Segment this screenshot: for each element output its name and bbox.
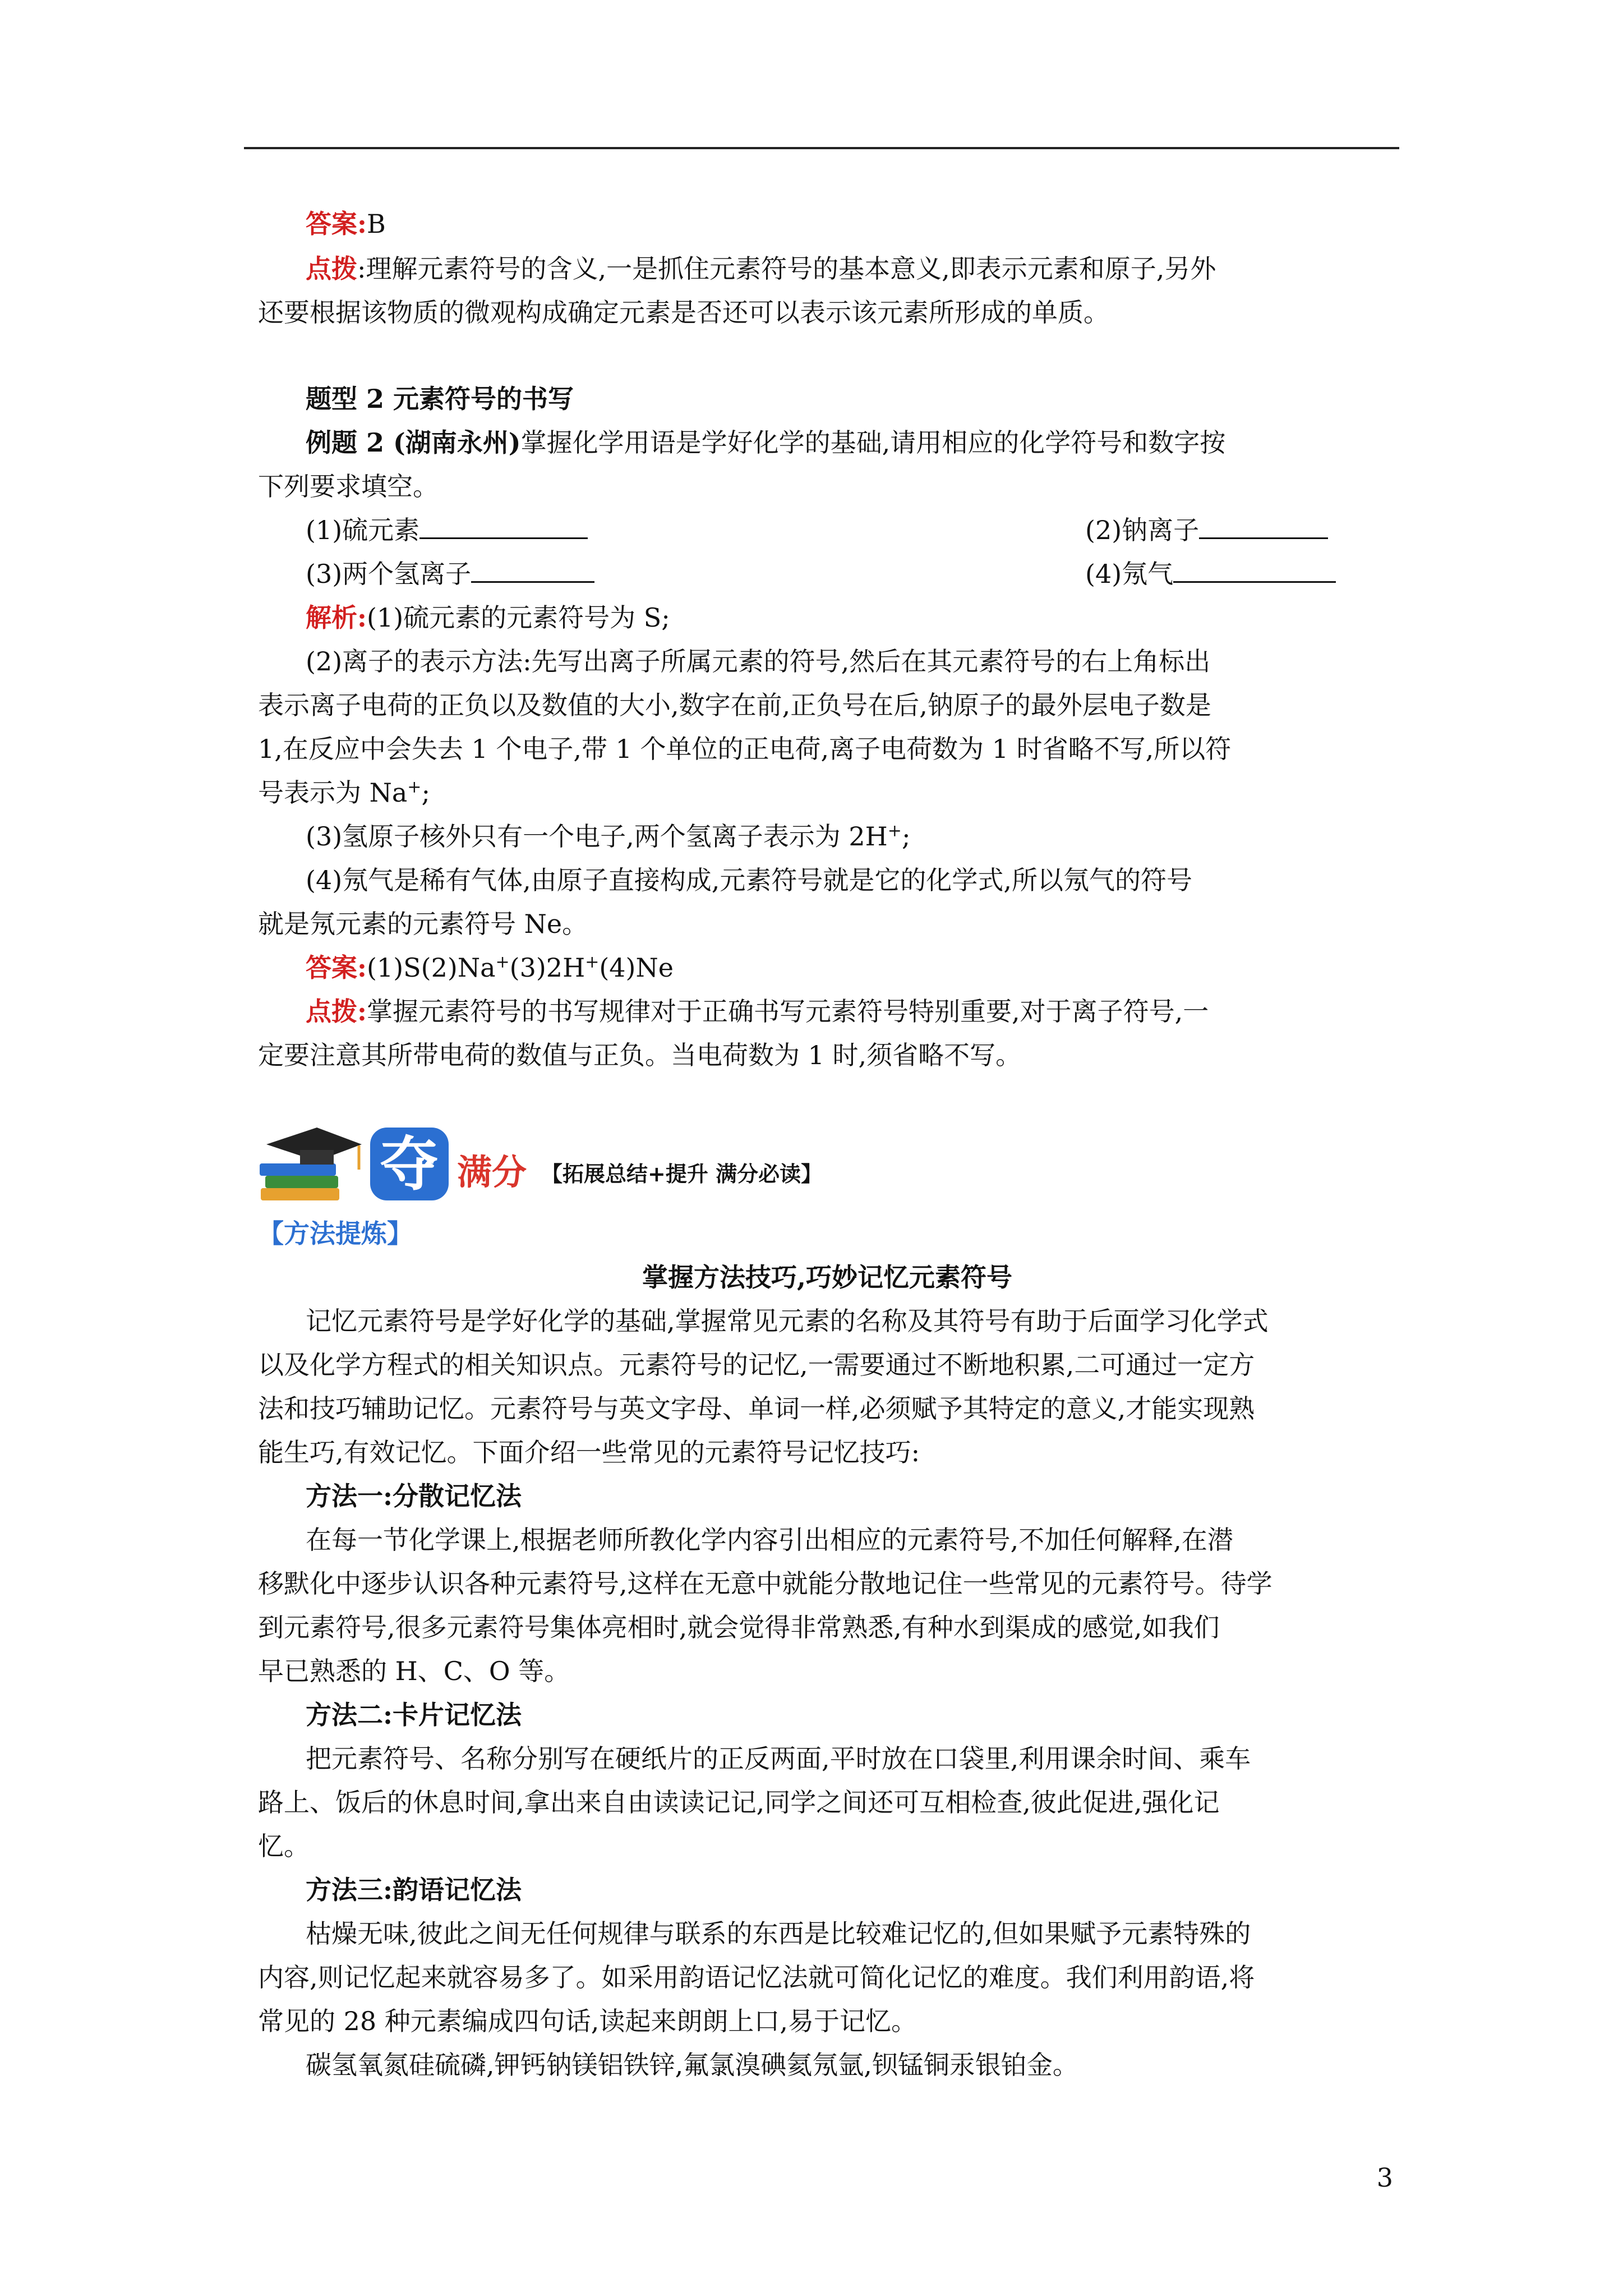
charge-sup: + [585,952,600,972]
tip-label: 点拨: [306,996,367,1027]
blank-1 [419,515,588,539]
page-number: 3 [1376,2162,1393,2193]
method-2-title: 方法二:卡片记忆法 [306,1700,522,1730]
blank-2 [1199,515,1328,539]
tip-text: 掌握元素符号的书写规律对于正确书写元素符号特别重要,对于离子符号,一 [366,996,1209,1027]
analysis-text: (1)硫元素的元素符号为 S; [366,602,670,633]
charge-sup: + [495,952,510,972]
method-2-line: 忆。 [258,1831,310,1861]
answer-text: (3)2H [509,953,585,983]
analysis-text: (3)氢原子核外只有一个电子,两个氢离子表示为 2H [306,821,888,852]
tip-text: :理解元素符号的含义,一是抓住元素符号的基本意义,即表示元素和原子,另外 [357,254,1216,284]
method-3-line: 枯燥无味,彼此之间无任何规律与联系的东西是比较难记忆的,但如果赋予元素特殊的 [306,1918,1251,1949]
analysis-line-5 [258,771,1396,815]
method-title: 掌握方法技巧,巧妙记忆元素符号 [642,1262,1012,1292]
method-1-line: 到元素符号,很多元素符号集体亮相时,就会觉得非常熟悉,有种水到渠成的感觉,如我们 [258,1612,1220,1642]
charge-sup: + [887,821,902,841]
analysis-text: ; [421,777,430,808]
analysis-line-1 [306,596,1444,639]
banner-subtitle: 【拓展总结+提升 满分必读】 [541,1162,823,1186]
answer2-line [306,946,1444,990]
intro-line: 记忆元素符号是学好化学的基础,掌握常见元素的名称及其符号有助于后面学习化学式 [306,1306,1269,1336]
banner-word: 满分 [457,1152,527,1193]
answer-text: (4)Ne [599,953,674,983]
banner-char: 夺 [370,1128,449,1200]
tip2-text-cont: 定要注意其所带电荷的数值与正负。当电荷数为 1 时,须省略不写。 [258,1040,1022,1070]
blank-4 [1173,559,1336,583]
tip-line [306,247,1444,291]
method-1-line: 移默化中逐步认识各种元素符号,这样在无意中就能分散地记住一些常见的元素符号。待学 [258,1568,1272,1599]
method-1-title: 方法一:分散记忆法 [306,1481,522,1511]
question-row-2 [306,552,1444,596]
section-title: 题型 2 元素符号的书写 [306,384,574,414]
analysis-line-6 [306,815,1444,858]
analysis-label: 解析: [306,602,367,633]
question-1: (1)硫元素 [306,515,420,545]
method-2-line: 路上、饭后的休息时间,拿出来自由读读记记,同学之间还可互相检查,彼此促进,强化记 [258,1787,1220,1818]
method-2-line: 把元素符号、名称分别写在硬纸片的正反两面,平时放在口袋里,利用课余时间、乘车 [306,1743,1251,1774]
analysis-line-4: 1,在反应中会失去 1 个电子,带 1 个单位的正电荷,离子电荷数为 1 时省略不写,所以符 [258,734,1232,764]
analysis-text: ; [901,821,911,852]
method-3-title: 方法三:韵语记忆法 [306,1875,522,1905]
example-text: 掌握化学用语是学好化学的基础,请用相应的化学符号和数字按 [520,427,1226,458]
question-2-wrap [1085,508,1328,552]
analysis-line-2: (2)离子的表示方法:先写出离子所属元素的符号,然后在其元素符号的右上角标出 [306,646,1211,677]
analysis-line-3: 表示离子电荷的正负以及数值的大小,数字在前,正负号在后,钠原子的最外层电子数是 [258,690,1211,720]
example-label: 例题 2 (湖南永州) [306,427,521,458]
answer-label: 答案: [306,209,367,239]
tip-label: 点拨 [306,254,357,284]
answer-label: 答案: [306,953,367,983]
blank-3 [471,559,594,583]
intro-line: 以及化学方程式的相关知识点。元素符号的记忆,一需要通过不断地积累,二可通过一定方 [258,1350,1255,1380]
question-3: (3)两个氢离子 [306,559,472,589]
method-3-line: 常见的 28 种元素编成四句话,读起来朗朗上口,易于记忆。 [258,2006,917,2036]
intro-line: 法和技巧辅助记忆。元素符号与英文字母、单词一样,必须赋予其特定的意义,才能实现熟 [258,1393,1255,1424]
analysis-line-8: 就是氖元素的元素符号 Ne。 [258,909,588,939]
answer-text: (1)S(2)Na [366,953,496,983]
method-1-line: 早已熟悉的 H、C、O 等。 [258,1656,570,1686]
intro-line: 能生巧,有效记忆。下面介绍一些常见的元素符号记忆技巧: [258,1437,920,1467]
question-4: (4)氖气 [1085,559,1174,589]
example-line [306,421,1444,464]
answer-line [306,202,1444,246]
method-tag: 【方法提炼】 [258,1218,413,1249]
question-row-1 [306,508,1444,552]
full-score-banner [255,1122,872,1217]
answer-text: B [366,209,386,239]
rhyme-line: 碳氢氧氮硅硫磷,钾钙钠镁铝铁锌,氟氯溴碘氦氖氩,钡锰铜汞银铂金。 [306,2050,1078,2080]
tip-text-cont: 还要根据该物质的微观构成确定元素是否还可以表示该元素所形成的单质。 [258,297,1109,328]
charge-sup: + [407,777,422,797]
method-1-line: 在每一节化学课上,根据老师所教化学内容引出相应的元素符号,不加任何解释,在潜 [306,1525,1233,1555]
example-text-cont: 下列要求填空。 [258,471,439,501]
method-3-line: 内容,则记忆起来就容易多了。如采用韵语记忆法就可简化记忆的难度。我们利用韵语,将 [258,1962,1255,1993]
analysis-text: 号表示为 Na [258,777,408,808]
question-4-wrap [1085,552,1336,596]
question-2: (2)钠离子 [1085,515,1200,545]
header-rule [244,147,1399,149]
analysis-line-7: (4)氖气是稀有气体,由原子直接构成,元素符号就是它的化学式,所以氖气的符号 [306,865,1193,895]
tip2-line [306,990,1444,1033]
